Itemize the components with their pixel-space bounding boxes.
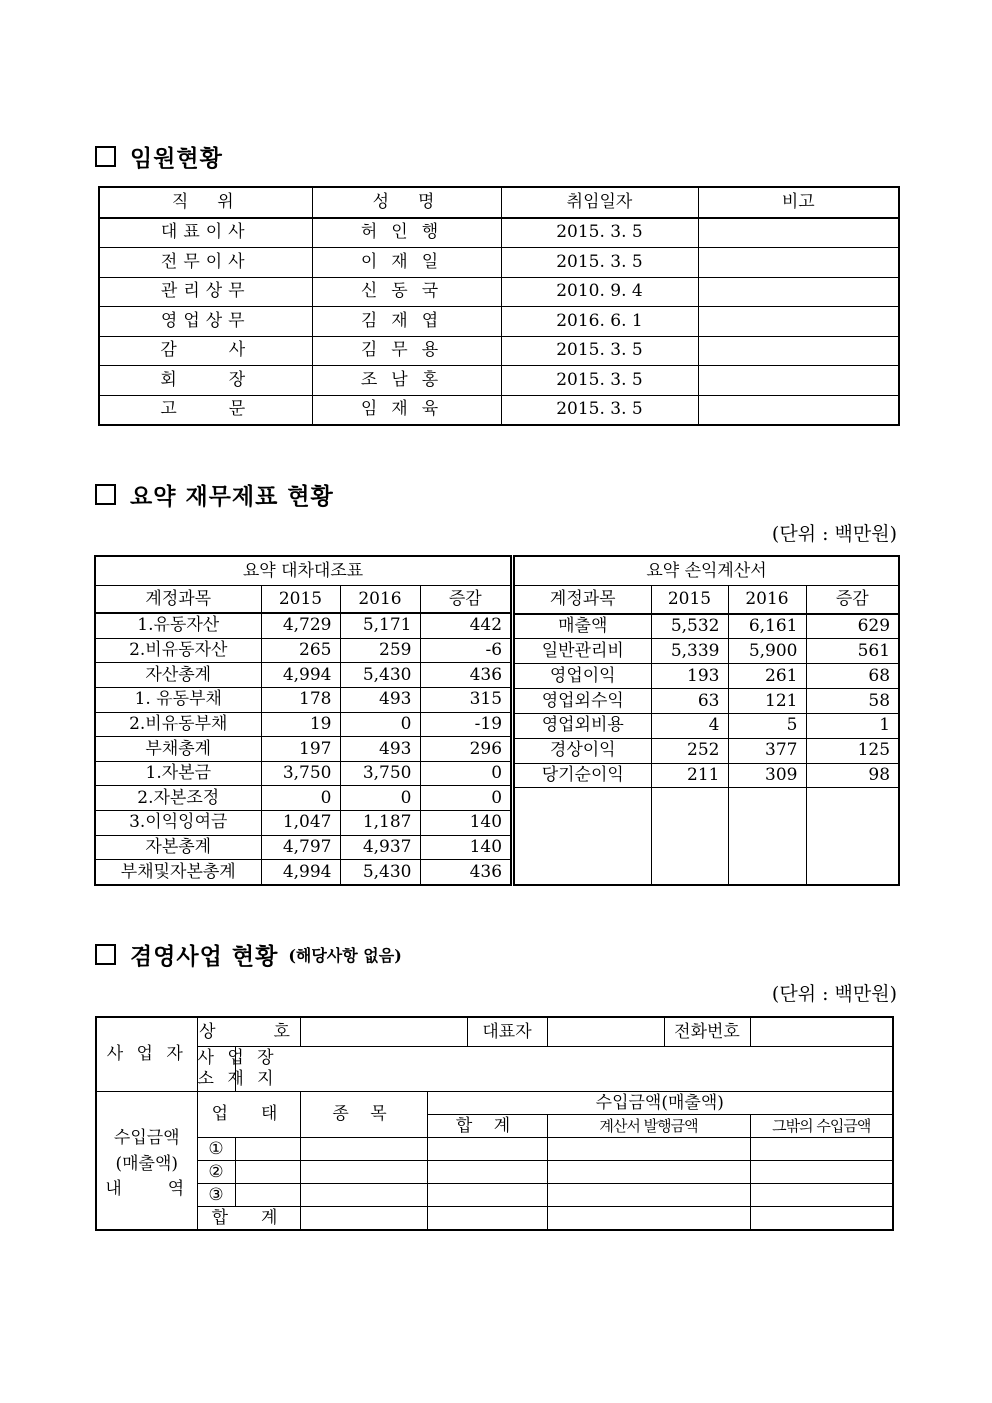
date: 2015. 3. 5 (501, 366, 698, 396)
item-value (300, 1184, 427, 1207)
account: 영업외비용 (514, 713, 651, 738)
header-note: 비고 (698, 187, 899, 218)
side-business-unit: (단위 : 백만원) (771, 983, 897, 1005)
value-2015: 252 (651, 738, 728, 763)
table-row (99, 218, 899, 248)
phone-label: 전화번호 (664, 1017, 750, 1047)
value-2015: 19 (261, 712, 340, 737)
value-2015: 4 (651, 713, 728, 738)
value-2015: 265 (261, 638, 340, 663)
account: 매출액 (514, 614, 651, 639)
item-label: 종 목 (300, 1092, 427, 1138)
revenue-label-line-2: (매출액) (115, 1153, 179, 1174)
table-row (99, 307, 899, 337)
position: 전무이사 (99, 248, 312, 278)
value-diff: 125 (806, 738, 899, 763)
table-row (99, 336, 899, 366)
account: 당기순이익 (514, 763, 651, 788)
value-2015: 4,797 (261, 835, 340, 860)
note (698, 248, 899, 278)
item-value (300, 1138, 427, 1161)
business-type-value (235, 1161, 300, 1184)
trade-name-label: 상 호 (197, 1017, 300, 1047)
value-2015: 4,729 (261, 613, 340, 638)
value-2016: 377 (728, 738, 806, 763)
value-2016: 259 (340, 638, 420, 663)
other-value (750, 1184, 893, 1207)
table-row (514, 689, 899, 714)
table-row (95, 786, 511, 811)
value-2016: 0 (340, 712, 420, 737)
value-2015: 211 (651, 763, 728, 788)
table-row (514, 614, 899, 639)
table-row (99, 395, 899, 425)
date: 2015. 3. 5 (501, 395, 698, 425)
revenue-label (96, 1092, 197, 1231)
header-2016: 2016 (728, 586, 806, 614)
account: 부채총계 (95, 737, 261, 762)
value-diff: 561 (806, 639, 899, 664)
sum-invoice-value (547, 1207, 750, 1231)
value-diff: 315 (420, 687, 511, 712)
checkbox-square-icon (95, 484, 116, 505)
value-diff: 68 (806, 664, 899, 689)
header-account: 계정과목 (95, 586, 261, 614)
account: 일반관리비 (514, 639, 651, 664)
business-type-value (235, 1184, 300, 1207)
name: 조남홍 (312, 366, 501, 396)
account: 자산총계 (95, 663, 261, 688)
total-value (427, 1184, 547, 1207)
value-diff: 442 (420, 613, 511, 638)
invoice-value (547, 1184, 750, 1207)
position: 고 문 (99, 395, 312, 425)
date: 2015. 3. 5 (501, 336, 698, 366)
table-row (96, 1138, 893, 1161)
total-value (427, 1138, 547, 1161)
note (698, 366, 899, 396)
value-2015: 5,532 (651, 614, 728, 639)
representative-value (547, 1017, 664, 1047)
note (698, 218, 899, 248)
value-2015: 1,047 (261, 811, 340, 836)
location-row (96, 1047, 893, 1092)
income-statement-table (513, 555, 900, 886)
table-row (95, 811, 511, 836)
value-diff: 1 (806, 713, 899, 738)
revenue-label-line-1: 수입금액 (113, 1128, 180, 1149)
header-2015: 2015 (261, 586, 340, 614)
position: 관리상무 (99, 277, 312, 307)
account: 자본총계 (95, 835, 261, 860)
executives-title: 임원현황 (95, 140, 223, 173)
value-2016: 5,900 (728, 639, 806, 664)
location-label-line-2: 소 재 지 (197, 1069, 278, 1089)
name: 김재엽 (312, 307, 501, 337)
checkbox-square-icon (95, 944, 116, 965)
value-2016: 5,171 (340, 613, 420, 638)
sum-label: 합 계 (197, 1207, 300, 1231)
value-2015: 4,994 (261, 860, 340, 885)
empty-row (514, 788, 899, 885)
value-2016: 0 (340, 786, 420, 811)
account: 1.유동자산 (95, 613, 261, 638)
item-value (300, 1161, 427, 1184)
location-label-line-1: 사 업 장 (197, 1047, 278, 1068)
header-diff: 증감 (420, 586, 511, 614)
finance-title: 요약 재무제표 현황 (95, 478, 334, 511)
table-row (96, 1161, 893, 1184)
value-2015: 178 (261, 687, 340, 712)
account: 2.자본조정 (95, 786, 261, 811)
value-2015: 3,750 (261, 761, 340, 786)
table-row (514, 713, 899, 738)
business-type-value (235, 1138, 300, 1161)
name: 김무용 (312, 336, 501, 366)
value-2015: 197 (261, 737, 340, 762)
value-2016: 261 (728, 664, 806, 689)
account: 부채및자본총계 (95, 860, 261, 885)
operator-row (96, 1017, 893, 1047)
table-row (99, 277, 899, 307)
account: 1. 유동부채 (95, 687, 261, 712)
name: 임재육 (312, 395, 501, 425)
date: 2015. 3. 5 (501, 248, 698, 278)
table-row (95, 860, 511, 885)
account: 1.자본금 (95, 761, 261, 786)
table-header-row (99, 187, 899, 218)
date: 2010. 9. 4 (501, 277, 698, 307)
value-2016: 5,430 (340, 663, 420, 688)
account: 영업외수익 (514, 689, 651, 714)
income-statement-title: 요약 손익계산서 (514, 556, 899, 586)
name: 이재일 (312, 248, 501, 278)
table-row (95, 613, 511, 638)
value-2016: 4,937 (340, 835, 420, 860)
row-marker-2: ② (197, 1161, 235, 1184)
value-2016: 1,187 (340, 811, 420, 836)
total-col-label: 합 계 (427, 1115, 547, 1138)
sum-row (96, 1207, 893, 1231)
account: 영업이익 (514, 664, 651, 689)
row-marker-1: ① (197, 1138, 235, 1161)
value-diff: -6 (420, 638, 511, 663)
account: 3.이익잉여금 (95, 811, 261, 836)
business-type-label: 업 태 (197, 1092, 300, 1138)
value-diff: -19 (420, 712, 511, 737)
side-business-note: (해당사항 없음) (288, 946, 402, 965)
value-diff: 0 (420, 761, 511, 786)
value-2015: 63 (651, 689, 728, 714)
value-2016: 3,750 (340, 761, 420, 786)
other-income-label: 그밖의 수입금액 (750, 1115, 893, 1138)
invoice-value (547, 1161, 750, 1184)
sum-total-value (427, 1207, 547, 1231)
header-diff: 증감 (806, 586, 899, 614)
header-account: 계정과목 (514, 586, 651, 614)
balance-sheet-table (94, 555, 512, 886)
value-diff: 436 (420, 663, 511, 688)
table-row (95, 737, 511, 762)
value-2016: 309 (728, 763, 806, 788)
executives-table (98, 186, 900, 426)
value-diff: 0 (420, 786, 511, 811)
side-business-table (95, 1016, 894, 1231)
sum-other-value (750, 1207, 893, 1231)
value-2015: 5,339 (651, 639, 728, 664)
table-row (95, 663, 511, 688)
finance-unit: (단위 : 백만원) (771, 523, 897, 545)
other-value (750, 1161, 893, 1184)
representative-label: 대표자 (467, 1017, 547, 1047)
value-diff: 58 (806, 689, 899, 714)
value-2015: 0 (261, 786, 340, 811)
note (698, 336, 899, 366)
checkbox-square-icon (95, 146, 116, 167)
account: 2.비유동부채 (95, 712, 261, 737)
table-row (95, 761, 511, 786)
location-label (197, 1047, 278, 1092)
value-2016: 6,161 (728, 614, 806, 639)
note (698, 307, 899, 337)
table-row (99, 366, 899, 396)
position: 감 사 (99, 336, 312, 366)
value-diff: 436 (420, 860, 511, 885)
value-2016: 5 (728, 713, 806, 738)
value-2016: 121 (728, 689, 806, 714)
balance-sheet-title: 요약 대차대조표 (95, 556, 511, 586)
value-diff: 140 (420, 835, 511, 860)
table-row (95, 835, 511, 860)
position: 대표이사 (99, 218, 312, 248)
table-row (95, 712, 511, 737)
header-2016: 2016 (340, 586, 420, 614)
other-value (750, 1138, 893, 1161)
position: 회 장 (99, 366, 312, 396)
name: 신동국 (312, 277, 501, 307)
value-2015: 4,994 (261, 663, 340, 688)
date: 2016. 6. 1 (501, 307, 698, 337)
value-diff: 629 (806, 614, 899, 639)
header-name: 성 명 (312, 187, 501, 218)
value-2016: 5,430 (340, 860, 420, 885)
invoice-label: 계산서 발행금액 (547, 1115, 750, 1138)
account: 경상이익 (514, 738, 651, 763)
position: 영업상무 (99, 307, 312, 337)
name: 허인행 (312, 218, 501, 248)
revenue-label-line-3: 내 역 (105, 1179, 189, 1200)
total-value (427, 1161, 547, 1184)
value-diff: 296 (420, 737, 511, 762)
operator-label: 사 업 자 (96, 1017, 197, 1092)
row-marker-3: ③ (197, 1184, 235, 1207)
table-row (514, 639, 899, 664)
value-diff: 98 (806, 763, 899, 788)
table-row (514, 738, 899, 763)
side-business-title: 겸영사업 현황 (해당사항 없음) (95, 938, 402, 971)
value-2015: 193 (651, 664, 728, 689)
sum-item-value (300, 1207, 427, 1231)
value-2016: 493 (340, 687, 420, 712)
table-row (96, 1184, 893, 1207)
table-header-row (95, 586, 511, 614)
phone-value (750, 1017, 893, 1047)
note (698, 395, 899, 425)
date: 2015. 3. 5 (501, 218, 698, 248)
account: 2.비유동자산 (95, 638, 261, 663)
header-date: 취임일자 (501, 187, 698, 218)
table-row (95, 638, 511, 663)
table-row (95, 687, 511, 712)
value-2016: 493 (340, 737, 420, 762)
header-position: 직 위 (99, 187, 312, 218)
table-row (99, 248, 899, 278)
table-header-row (514, 586, 899, 614)
income-header: 수입금액(매출액) (427, 1092, 893, 1115)
location-value (235, 1047, 893, 1092)
table-row (514, 763, 899, 788)
revenue-header-row (96, 1092, 893, 1115)
invoice-value (547, 1138, 750, 1161)
note (698, 277, 899, 307)
value-diff: 140 (420, 811, 511, 836)
table-row (514, 664, 899, 689)
header-2015: 2015 (651, 586, 728, 614)
trade-name-value (300, 1017, 467, 1047)
